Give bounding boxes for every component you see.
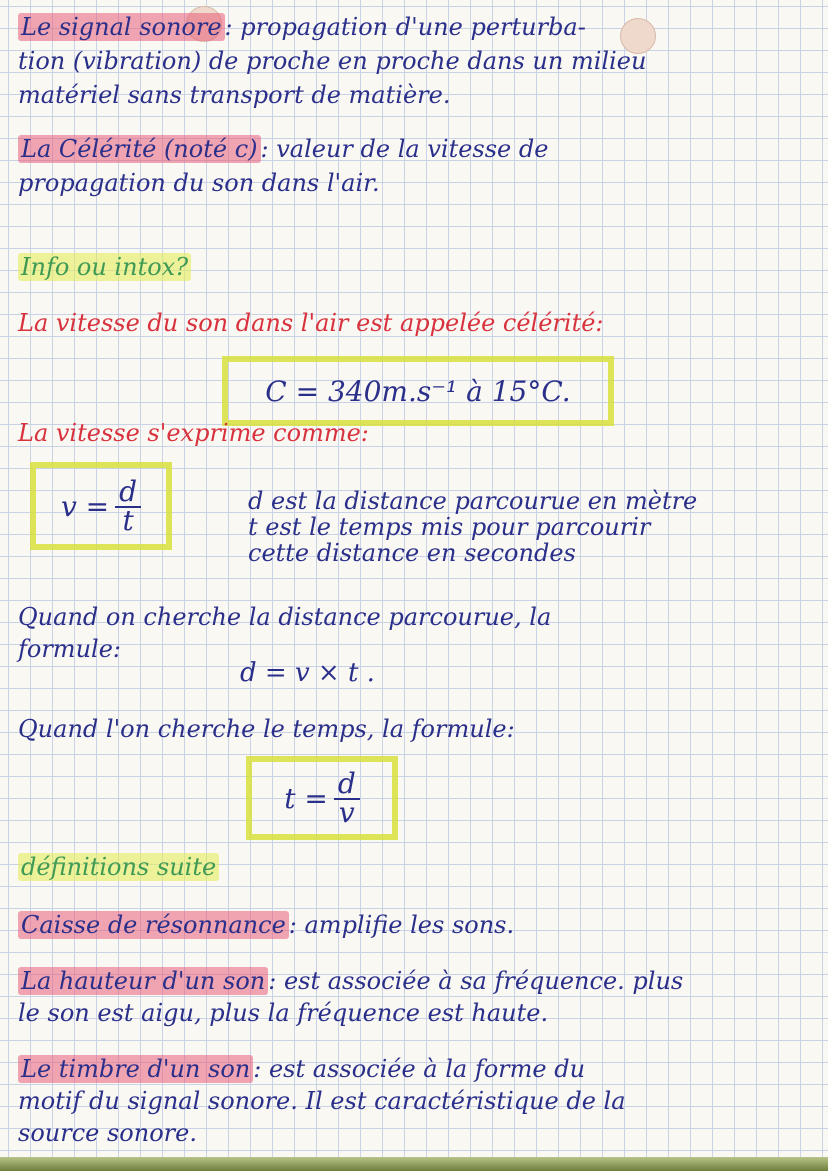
- caisse-line: [18, 912, 514, 938]
- intox-statement: La vitesse du son dans l'air est appelée célérité:: [18, 309, 604, 337]
- caisse-def: : amplifie les sons.: [288, 911, 515, 939]
- celerity-term: La Célérité (noté c): [18, 135, 261, 163]
- time-lhs: t =: [284, 781, 328, 815]
- distance-formula: d = v × t .: [240, 658, 375, 688]
- signal-term: Le signal sonore: [18, 13, 225, 41]
- timbre-def-3: source sonore.: [18, 1119, 197, 1147]
- speed-lhs: v =: [60, 489, 110, 523]
- definitions-heading-text: définitions suite: [18, 853, 219, 881]
- speed-exp-3: cette distance en secondes: [248, 539, 576, 567]
- distance-line-2: formule:: [18, 635, 121, 663]
- intox-heading: [18, 254, 191, 280]
- signal-line-1: [18, 14, 586, 40]
- signal-def-2: tion (vibration) de proche en proche dans un milieu: [18, 47, 647, 75]
- speed-numerator: d: [115, 478, 141, 508]
- time-formula-box: [246, 756, 398, 840]
- signal-def-1: : propagation d'une perturba-: [224, 13, 586, 41]
- time-denominator: v: [338, 796, 355, 829]
- hauteur-line-1: [18, 968, 683, 994]
- timbre-def-1: : est associée à la forme du: [253, 1055, 586, 1083]
- hauteur-term: La hauteur d'un son: [18, 967, 268, 995]
- speed-fraction: [115, 475, 141, 537]
- speed-exp-1: d est la distance parcourue en mètre: [248, 487, 698, 515]
- time-line-1: Quand l'on cherche le temps, la formule:: [18, 715, 515, 743]
- time-fraction: [334, 767, 360, 829]
- hauteur-def-2: le son est aigu, plus la fréquence est haute.: [18, 999, 549, 1027]
- celerity-line-1: [18, 136, 548, 162]
- speed-formula-box: [30, 462, 172, 550]
- celerity-formula-box: [222, 356, 614, 426]
- speed-intro: La vitesse s'exprime comme:: [18, 419, 369, 447]
- celerity-formula: C = 340m.s⁻¹ à 15°C.: [265, 374, 571, 408]
- signal-def-3: matériel sans transport de matière.: [18, 81, 451, 109]
- celerity-def-1: : valeur de la vitesse de: [260, 135, 549, 163]
- caisse-term: Caisse de résonnance: [18, 911, 289, 939]
- speed-denominator: t: [122, 504, 134, 537]
- speed-exp-2: t est le temps mis pour parcourir: [248, 513, 651, 541]
- timbre-def-2: motif du signal sonore. Il est caractéristique de la: [18, 1087, 626, 1115]
- celerity-def-2: propagation du son dans l'air.: [18, 169, 380, 197]
- background-edge: [0, 1157, 828, 1171]
- hauteur-def-1: : est associée à sa fréquence. plus: [268, 967, 684, 995]
- definitions-heading: [18, 854, 219, 880]
- timbre-line-1: [18, 1056, 585, 1082]
- time-numerator: d: [334, 770, 360, 800]
- timbre-term: Le timbre d'un son: [18, 1055, 253, 1083]
- intox-heading-text: Info ou intox?: [18, 253, 191, 281]
- distance-line-1: Quand on cherche la distance parcourue, la: [18, 603, 552, 631]
